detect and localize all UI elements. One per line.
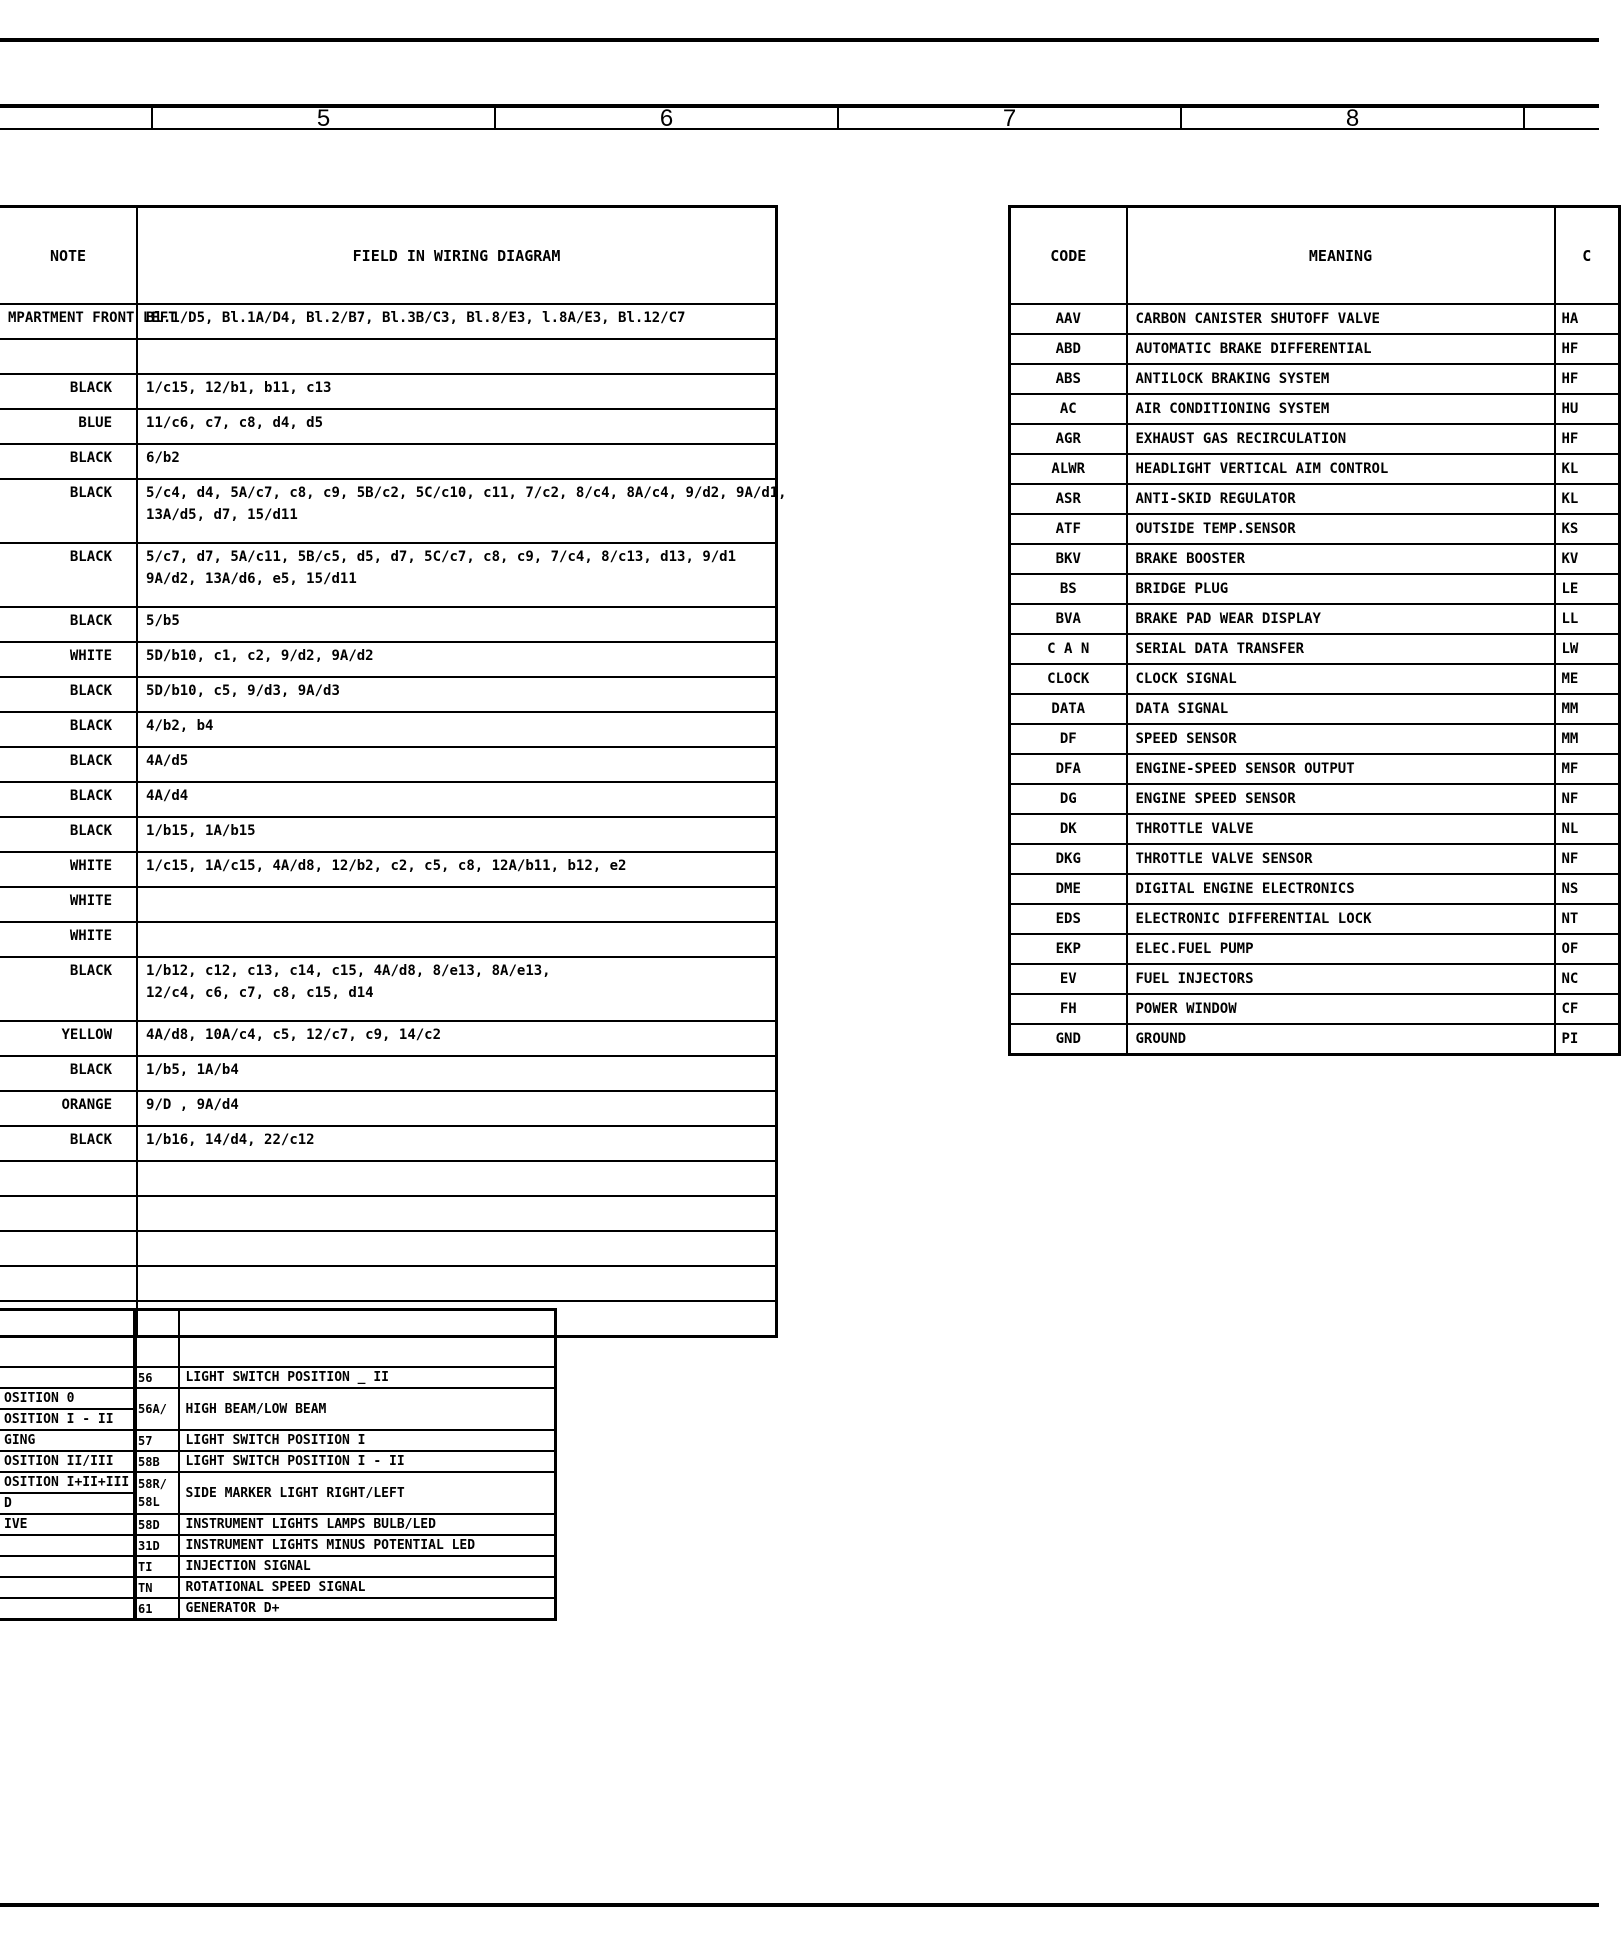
field-cell [137,1196,776,1231]
field-line: 13A/d5, d7, 15/d11 [146,507,298,523]
code-cell: BS [1010,574,1127,604]
meaning-header: MEANING [1127,207,1555,305]
code-cell: DATA [1010,694,1127,724]
table-row [1010,574,1620,604]
next-column-cell: ME [1555,664,1620,694]
table-header-row [0,207,777,305]
meaning-cell: EXHAUST GAS RECIRCULATION [1127,424,1555,454]
code-cell: ABS [1010,364,1127,394]
table-row [135,1556,556,1577]
table-row [0,339,777,374]
terminal-number-cell: 58R/ 58L [135,1472,179,1514]
table-row [1010,904,1620,934]
code-cell: DME [1010,874,1127,904]
next-column-cell: HF [1555,364,1620,394]
field-line: 9/D , 9A/d4 [146,1097,239,1113]
table-row [1010,484,1620,514]
next-column-cell: LW [1555,634,1620,664]
table-row [135,1451,556,1472]
table-row [1010,454,1620,484]
table-row [0,1367,136,1388]
code-cell: ABD [1010,334,1127,364]
field-cell [137,607,776,642]
terminal-label-cell: LIGHT SWITCH POSITION I [179,1430,556,1451]
table-row [1010,604,1620,634]
note-cell [0,1196,137,1231]
field-line: 12/c4, c6, c7, c8, c15, d14 [146,985,374,1001]
meaning-cell: DIGITAL ENGINE ELECTRONICS [1127,874,1555,904]
code-cell: EKP [1010,934,1127,964]
terminal-left-cell: OSITION I - II [0,1409,136,1430]
note-cell [0,339,137,374]
field-line: 1/c15, 1A/c15, 4A/d8, 12/b2, c2, c5, c8, 12A/b11, b12, e2 [146,858,627,874]
field-line: 5/c7, d7, 5A/c11, 5B/c5, d5, d7, 5C/c7, c8, c9, 7/c4, 8/c13, d13, 9/d1 [146,549,737,565]
code-cell: DK [1010,814,1127,844]
code-cell: DKG [1010,844,1127,874]
field-cell [137,1231,776,1266]
code-cell: AGR [1010,424,1127,454]
note-cell [0,1161,137,1196]
note-cell: BLACK [0,543,137,607]
table-row [0,1231,777,1266]
table-row [135,1535,556,1556]
table-row [0,444,777,479]
next-column-cell: NS [1555,874,1620,904]
code-cell: FH [1010,994,1127,1024]
table-row [1010,304,1620,334]
terminal-left-cell: GING [0,1430,136,1451]
table-row [0,747,777,782]
field-line: 5D/b10, c1, c2, 9/d2, 9A/d2 [146,648,374,664]
field-cell [137,922,776,957]
field-cell [137,339,776,374]
ruler-cell-6: 6 [494,108,837,128]
next-column-cell: MM [1555,694,1620,724]
note-cell: BLACK [0,957,137,1021]
meaning-cell: ELECTRONIC DIFFERENTIAL LOCK [1127,904,1555,934]
field-cell [137,957,776,1021]
meaning-cell: BRIDGE PLUG [1127,574,1555,604]
meaning-cell: BRAKE BOOSTER [1127,544,1555,574]
header-cell [179,1310,556,1368]
terminal-left-table [0,1308,137,1621]
table-row [0,479,777,543]
table-row [1010,694,1620,724]
meaning-cell: THROTTLE VALVE [1127,814,1555,844]
terminal-number-cell: 61 [135,1598,179,1620]
table-row [0,374,777,409]
table-row [1010,664,1620,694]
table-row [0,1493,136,1514]
meaning-cell: OUTSIDE TEMP.SENSOR [1127,514,1555,544]
field-cell [137,1021,776,1056]
field-cell [137,1126,776,1161]
table-row [1010,1024,1620,1055]
table-row [135,1577,556,1598]
table-row [0,1472,136,1493]
table-row [0,1161,777,1196]
terminal-left-cell [0,1556,136,1577]
note-cell: BLACK [0,712,137,747]
code-cell: DFA [1010,754,1127,784]
meaning-cell: SPEED SENSOR [1127,724,1555,754]
abbreviation-table [1008,205,1621,1056]
code-cell: C A N [1010,634,1127,664]
field-cell [137,817,776,852]
table-row [135,1388,556,1430]
next-column-cell: NC [1555,964,1620,994]
next-column-cell: HF [1555,334,1620,364]
note-cell: BLACK [0,1056,137,1091]
code-cell: ASR [1010,484,1127,514]
terminal-number-cell: 57 [135,1430,179,1451]
field-line: 4A/d8, 10A/c4, c5, 12/c7, c9, 14/c2 [146,1027,442,1043]
next-column-header: C [1555,207,1620,305]
code-cell: ATF [1010,514,1127,544]
table-row [0,852,777,887]
field-cell [137,1091,776,1126]
note-cell: MPARTMENT FRONT LEFT [0,304,137,339]
field-cell [137,887,776,922]
field-cell [137,1161,776,1196]
note-cell: ORANGE [0,1091,137,1126]
code-cell: BKV [1010,544,1127,574]
field-cell [137,1266,776,1301]
table-row [1010,424,1620,454]
field-line: 1/b15, 1A/b15 [146,823,256,839]
table-row [0,1556,136,1577]
terminal-left-cell: D [0,1493,136,1514]
field-line: 4A/d5 [146,753,189,769]
field-cell [137,444,776,479]
code-cell: CLOCK [1010,664,1127,694]
field-cell [137,677,776,712]
next-column-cell: KL [1555,454,1620,484]
terminal-label-cell: GENERATOR D+ [179,1598,556,1620]
terminal-label-cell: ROTATIONAL SPEED SIGNAL [179,1577,556,1598]
header-cell [0,1310,136,1368]
table-row [0,1021,777,1056]
table-row [135,1598,556,1620]
note-cell: YELLOW [0,1021,137,1056]
code-cell: DG [1010,784,1127,814]
field-cell [137,782,776,817]
field-cell [137,642,776,677]
meaning-cell: AIR CONDITIONING SYSTEM [1127,394,1555,424]
field-line: 4/b2, b4 [146,718,214,734]
ruler-cell [0,108,152,128]
field-line: 4A/d4 [146,788,189,804]
terminal-left-cell [0,1577,136,1598]
table-row [0,1196,777,1231]
next-column-cell: HA [1555,304,1620,334]
code-cell: AAV [1010,304,1127,334]
ruler-cell [1523,108,1603,128]
table-row [1010,724,1620,754]
next-column-cell: NL [1555,814,1620,844]
note-cell [0,1266,137,1301]
meaning-cell: SERIAL DATA TRANSFER [1127,634,1555,664]
table-row [1010,874,1620,904]
table-row [1010,334,1620,364]
meaning-cell: ELEC.FUEL PUMP [1127,934,1555,964]
next-column-cell: KL [1555,484,1620,514]
table-header-row [0,1310,136,1368]
code-cell: GND [1010,1024,1127,1055]
field-cell [137,747,776,782]
table-row [0,1598,136,1620]
table-header-row [135,1310,556,1368]
field-cell [137,543,776,607]
next-column-cell: NT [1555,904,1620,934]
table-row [135,1472,556,1514]
table-row [1010,544,1620,574]
note-cell: BLACK [0,782,137,817]
table-row [135,1514,556,1535]
note-cell: BLACK [0,607,137,642]
field-line: 5/b5 [146,613,180,629]
meaning-cell: BRAKE PAD WEAR DISPLAY [1127,604,1555,634]
next-column-cell: NF [1555,784,1620,814]
table-row [135,1367,556,1388]
meaning-cell: GROUND [1127,1024,1555,1055]
note-cell: BLACK [0,444,137,479]
meaning-cell: DATA SIGNAL [1127,694,1555,724]
terminal-number-cell: TN [135,1577,179,1598]
table-row [1010,754,1620,784]
note-cell: WHITE [0,852,137,887]
field-line: 5D/b10, c5, 9/d3, 9A/d3 [146,683,340,699]
meaning-cell: ANTI-SKID REGULATOR [1127,484,1555,514]
table-row [0,1514,136,1535]
column-ruler [0,104,1599,130]
table-row [0,957,777,1021]
note-cell: WHITE [0,642,137,677]
note-cell: BLACK [0,374,137,409]
terminal-left-body [0,1310,136,1620]
note-cell: BLACK [0,747,137,782]
field-line: 1/c15, 12/b1, b11, c13 [146,380,332,396]
notes-table-body [0,304,787,1337]
table-row [0,1266,777,1301]
ruler-cell-7: 7 [837,108,1180,128]
code-cell: AC [1010,394,1127,424]
next-column-cell: NF [1555,844,1620,874]
header-cell [135,1310,179,1368]
terminal-left-cell [0,1598,136,1620]
codes-table-body [1010,304,1620,1055]
field-line: Bl.1/D5, Bl.1A/D4, Bl.2/B7, Bl.3B/C3, Bl.8/E3, l.8A/E3, Bl.12/C7 [146,310,686,326]
meaning-cell: HEADLIGHT VERTICAL AIM CONTROL [1127,454,1555,484]
note-cell: WHITE [0,887,137,922]
table-row [0,409,777,444]
table-header-row [1010,207,1620,305]
field-cell [137,1056,776,1091]
table-row [1010,514,1620,544]
meaning-cell: CLOCK SIGNAL [1127,664,1555,694]
next-column-cell: MM [1555,724,1620,754]
table-row [1010,964,1620,994]
terminal-number-cell: 56 [135,1367,179,1388]
table-row [1010,634,1620,664]
code-cell: BVA [1010,604,1127,634]
terminal-number-cell: 56A/ [135,1388,179,1430]
table-row [0,782,777,817]
code-cell: EDS [1010,904,1127,934]
table-row [0,1091,777,1126]
table-row [0,1577,136,1598]
note-cell: BLACK [0,817,137,852]
field-cell [137,304,776,339]
ruler-cell-5: 5 [151,108,494,128]
field-header: FIELD IN WIRING DIAGRAM [137,207,776,305]
next-column-cell: OF [1555,934,1620,964]
field-line: 5/c4, d4, 5A/c7, c8, c9, 5B/c2, 5C/c10, c11, 7/c2, 8/c4, 8A/c4, 9/d2, 9A/d1, [146,485,787,501]
table-row [0,712,777,747]
terminal-left-cell [0,1367,136,1388]
note-cell [0,1231,137,1266]
next-column-cell: LL [1555,604,1620,634]
table-row [0,1126,777,1161]
note-header: NOTE [0,207,137,305]
next-column-cell: KS [1555,514,1620,544]
code-cell: EV [1010,964,1127,994]
terminal-number-cell: 58B [135,1451,179,1472]
terminal-label-cell: LIGHT SWITCH POSITION I - II [179,1451,556,1472]
table-row [0,543,777,607]
terminal-left-cell: OSITION I+II+III [0,1472,136,1493]
terminal-left-cell [0,1535,136,1556]
table-row [0,607,777,642]
code-cell: DF [1010,724,1127,754]
terminal-number-cell: 31D [135,1535,179,1556]
next-column-cell: HU [1555,394,1620,424]
note-cell: WHITE [0,922,137,957]
table-row [0,677,777,712]
field-cell [137,409,776,444]
terminal-left-cell: IVE [0,1514,136,1535]
note-cell: BLACK [0,479,137,543]
field-cell [137,852,776,887]
ruler-cell-8: 8 [1180,108,1523,128]
field-line: 11/c6, c7, c8, d4, d5 [146,415,324,431]
next-column-cell: MF [1555,754,1620,784]
terminal-table-body [135,1310,556,1620]
code-cell: ALWR [1010,454,1127,484]
note-cell: BLUE [0,409,137,444]
meaning-cell: ENGINE SPEED SENSOR [1127,784,1555,814]
field-line: 6/b2 [146,450,180,466]
field-line: 1/b16, 14/d4, 22/c12 [146,1132,315,1148]
table-row [0,304,777,339]
table-row [1010,394,1620,424]
terminal-designation-table [133,1308,557,1621]
table-row [0,1056,777,1091]
table-row [0,1409,136,1430]
table-row [1010,364,1620,394]
table-row [135,1430,556,1451]
next-column-cell: KV [1555,544,1620,574]
meaning-cell: FUEL INJECTORS [1127,964,1555,994]
terminal-label-cell: INSTRUMENT LIGHTS LAMPS BULB/LED [179,1514,556,1535]
table-row [0,922,777,957]
table-row [0,1535,136,1556]
terminal-label-cell: HIGH BEAM/LOW BEAM [179,1388,556,1430]
next-column-cell: CF [1555,994,1620,1024]
table-row [1010,784,1620,814]
next-column-cell: HF [1555,424,1620,454]
meaning-cell: CARBON CANISTER SHUTOFF VALVE [1127,304,1555,334]
table-row [0,1388,136,1409]
field-line: 1/b5, 1A/b4 [146,1062,239,1078]
terminal-number-cell: 58D [135,1514,179,1535]
table-row [1010,814,1620,844]
table-row [0,642,777,677]
field-line: 1/b12, c12, c13, c14, c15, 4A/d8, 8/e13, 8A/e13, [146,963,551,979]
terminal-label-cell: INJECTION SIGNAL [179,1556,556,1577]
table-row [0,887,777,922]
field-cell [137,712,776,747]
table-row [1010,994,1620,1024]
terminal-left-cell: OSITION II/III [0,1451,136,1472]
meaning-cell: THROTTLE VALVE SENSOR [1127,844,1555,874]
meaning-cell: POWER WINDOW [1127,994,1555,1024]
top-border-line [0,38,1599,42]
terminal-label-cell: INSTRUMENT LIGHTS MINUS POTENTIAL LED [179,1535,556,1556]
terminal-label-cell: LIGHT SWITCH POSITION _ II [179,1367,556,1388]
meaning-cell: AUTOMATIC BRAKE DIFFERENTIAL [1127,334,1555,364]
terminal-label-cell: SIDE MARKER LIGHT RIGHT/LEFT [179,1472,556,1514]
field-line: 9A/d2, 13A/d6, e5, 15/d11 [146,571,357,587]
field-cell [137,479,787,543]
next-column-cell: PI [1555,1024,1620,1055]
table-row [1010,844,1620,874]
table-row [0,817,777,852]
terminal-number-cell: TI [135,1556,179,1577]
next-column-cell: LE [1555,574,1620,604]
code-header: CODE [1010,207,1127,305]
terminal-left-cell: OSITION 0 [0,1388,136,1409]
note-cell: BLACK [0,677,137,712]
table-row [0,1451,136,1472]
meaning-cell: ENGINE-SPEED SENSOR OUTPUT [1127,754,1555,784]
table-row [1010,934,1620,964]
field-cell [137,374,776,409]
bottom-border-line [0,1903,1599,1907]
note-cell: BLACK [0,1126,137,1161]
meaning-cell: ANTILOCK BRAKING SYSTEM [1127,364,1555,394]
notes-field-table [0,205,787,1338]
table-row [0,1430,136,1451]
